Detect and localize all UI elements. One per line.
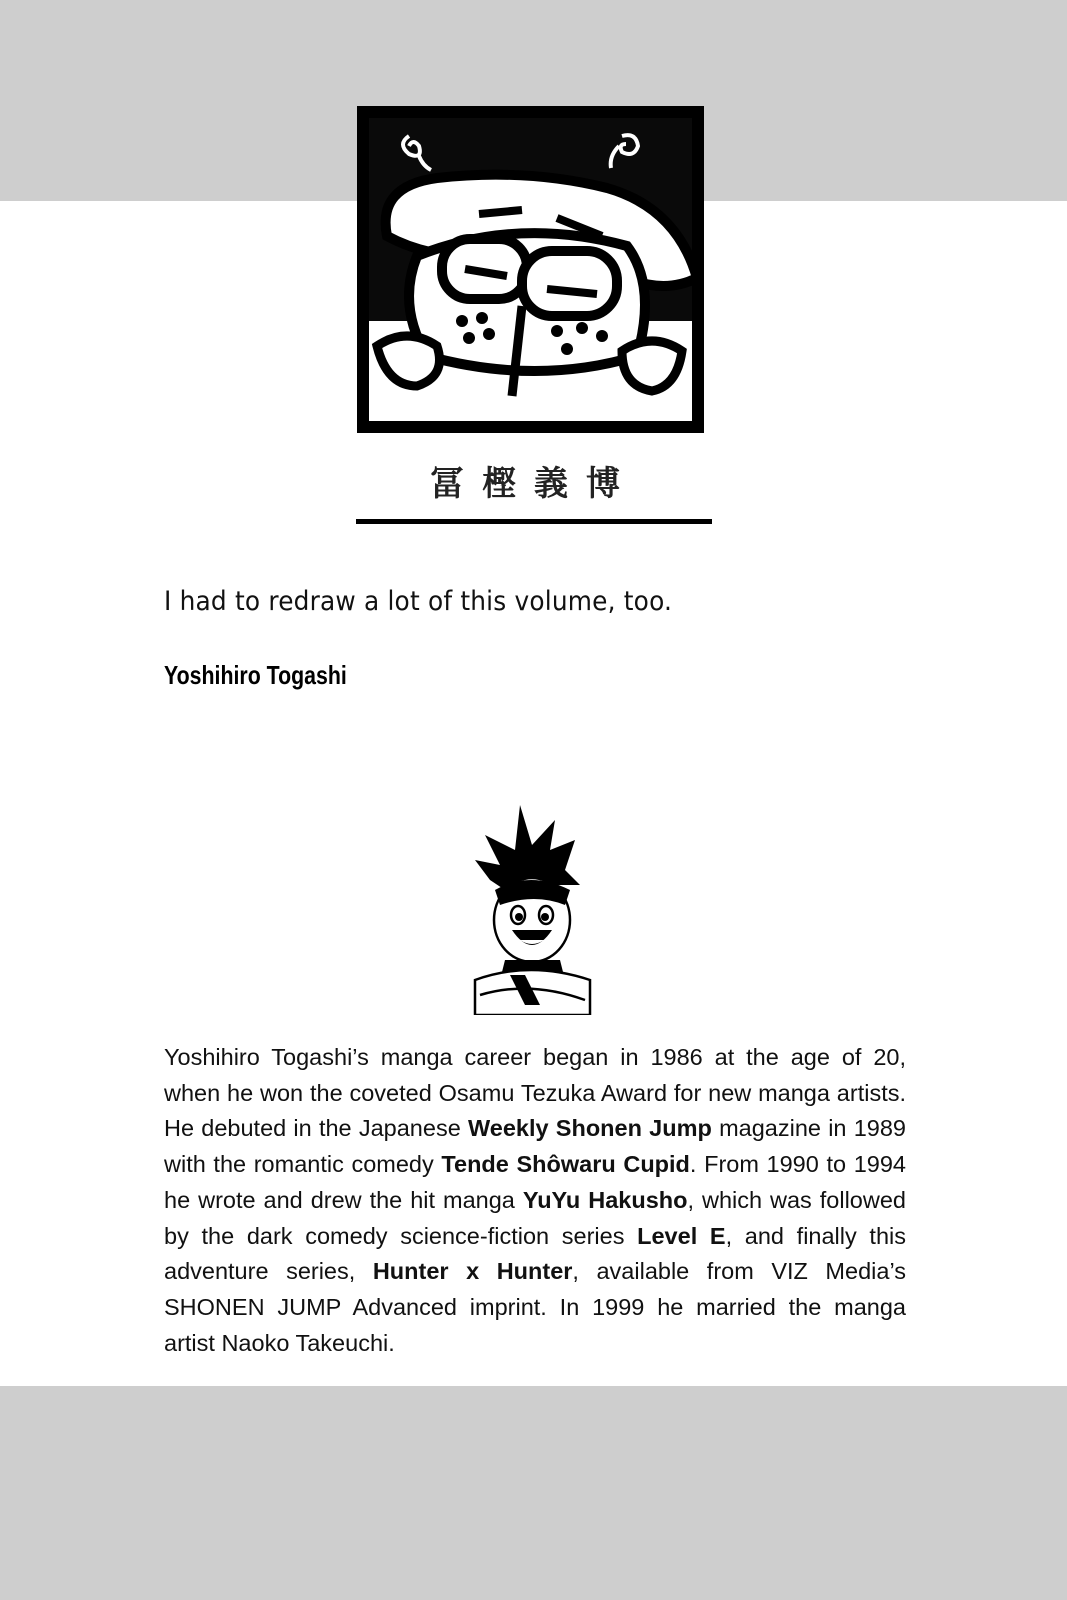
bio-title-weekly-shonen-jump: Weekly Shonen Jump [468, 1115, 712, 1142]
bio-title-yuyu-hakusho: YuYu Hakusho [522, 1186, 688, 1213]
author-signature: Yoshihiro Togashi [164, 660, 347, 690]
bio-title-hunter-x-hunter: Hunter x Hunter [372, 1258, 573, 1285]
mascot-character-icon [470, 805, 595, 1015]
bio-title-level-e: Level E [637, 1222, 726, 1249]
bio-text: , available from VIZ Media’s SHONEN JUMP Advanced imprint. In 1999 he married the manga artist Naoko Takeuchi. [164, 1258, 906, 1356]
author-quote: I had to redraw a lot of this volume, too. [164, 586, 673, 617]
bio-text: . From 1990 to 1994 he wrote and drew the hit manga [164, 1151, 906, 1213]
author-portrait-icon [357, 106, 704, 433]
bio-text: , which was followed by the dark comedy science-fiction series [164, 1186, 906, 1249]
bio-text: Yoshihiro Togashi’s manga career began in 1986 at the age of 20, when he won the coveted Osamu Tezuka Award for new manga artists. He debuted in the Japanese [164, 1044, 906, 1142]
bio-text: , and finally this adventure series, [164, 1222, 906, 1285]
author-biography [164, 1040, 906, 1361]
divider-rule [356, 519, 712, 524]
author-name-kanji: 冨樫義博 [430, 464, 638, 504]
bottom-gray-band [0, 1386, 1067, 1600]
bio-text: magazine in 1989 with the romantic comedy [164, 1115, 906, 1178]
bio-title-tende-showaru-cupid: Tende Shôwaru Cupid [441, 1151, 690, 1178]
